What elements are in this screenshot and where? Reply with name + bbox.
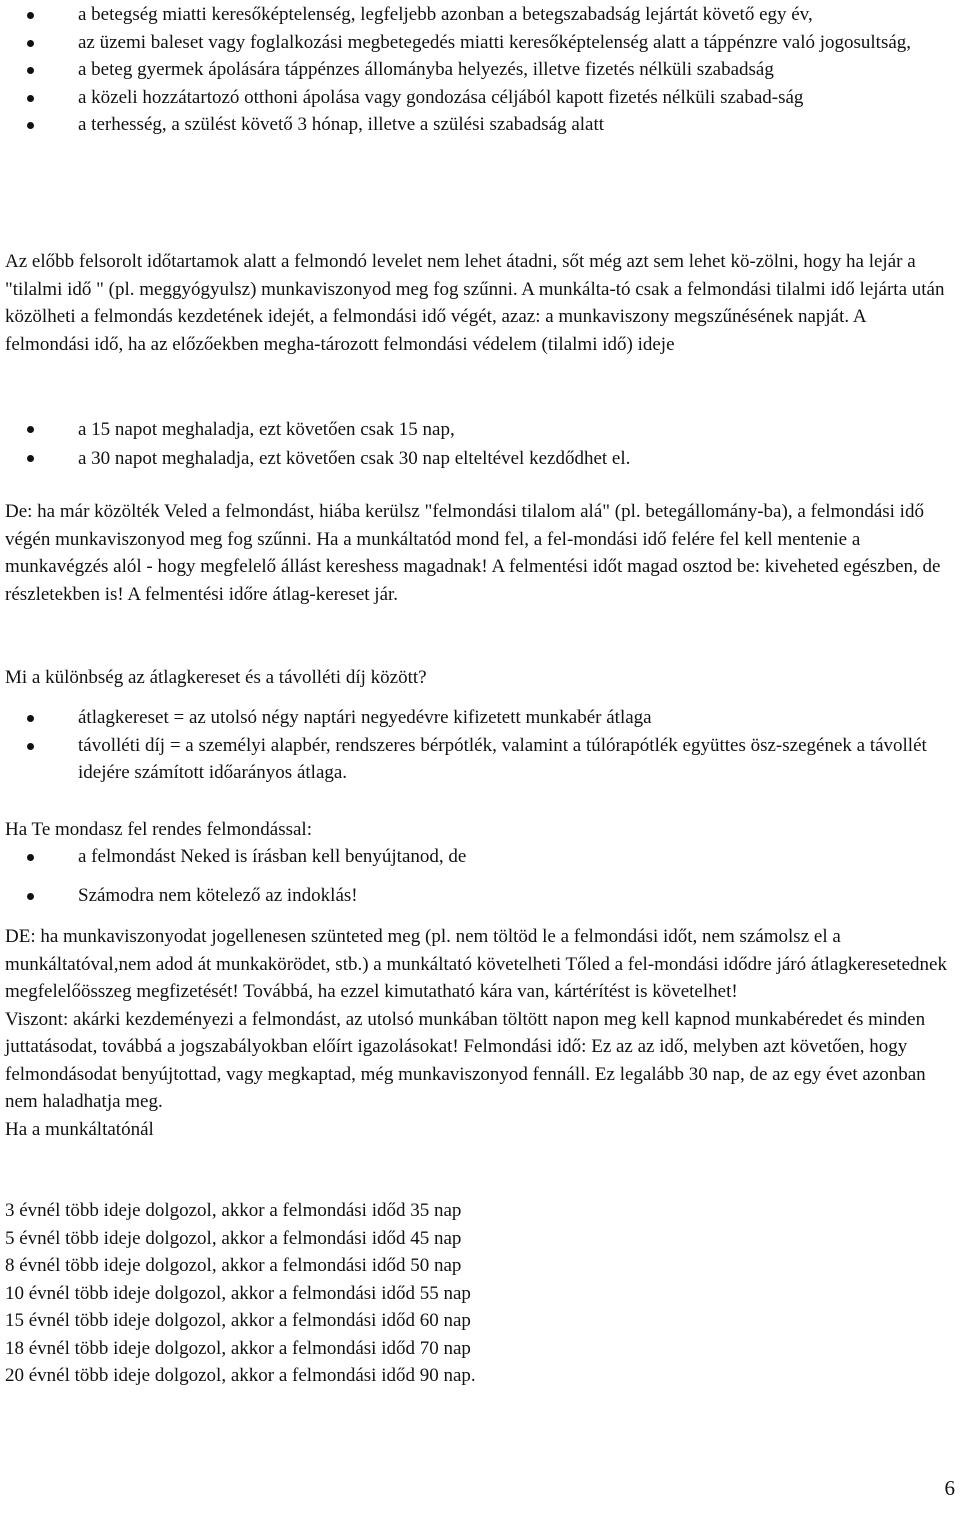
notice-period-line: 20 évnél több ideje dolgozol, akkor a felmondási időd 90 nap. xyxy=(5,1365,476,1386)
list-item: a felmondást Neked is írásban kell benyújtanod, de xyxy=(5,843,951,871)
paragraph-exemption: De: ha már közölték Veled a felmondást, hiába kerülsz "felmondási tilalom alá" (pl. betegállomány-ba), a felmondási idő végén munkaviszonyod meg fog szűnni. Ha a munkáltatód mond fel, a fel-mondási idő felére fel kell mentenie a munkavégzés alól - hogy megfelelő állást kereshess magadnak! A felmentési időt magad osztod be: kiveheted egészben, de részletekben is! A felmentési időre átlag-kereset jár. xyxy=(5,501,941,605)
notice-period-line: 15 évnél több ideje dolgozol, akkor a felmondási időd 60 nap xyxy=(5,1310,471,1331)
list-item: az üzemi baleset vagy foglalkozási megbetegedés miatti keresőképtelenség alatt a táppénzre való jogosultság, xyxy=(5,29,951,57)
list-item: a közeli hozzátartozó otthoni ápolása vagy gondozása céljából kapott fizetés nélküli szabad-ság xyxy=(5,84,951,112)
notice-start-list xyxy=(5,415,951,473)
list-item: a beteg gyermek ápolására táppénzes állományba helyezés, illetve fizetés nélküli szabadság xyxy=(5,56,951,84)
page-number: 6 xyxy=(944,1476,955,1500)
paragraph-prohibition: Az előbb felsorolt időtartamok alatt a felmondó levelet nem lehet átadni, sőt még azt sem lehet kö-zölni, hogy ha lejár a "tilalmi idő " (pl. meggyógyulsz) munkaviszonyod meg fog szűnni. A munkálta-tó csak a felmondási tilalmi idő lejárta után közölheti a felmondás kezdetének idejét, a felmondási idő végét, azaz: a munkaviszony megszűnésének napját. A felmondási idő, ha az előzőekben megha-tározott felmondási védelem (tilalmi idő) ideje xyxy=(5,251,945,355)
paragraph-unlawful: DE: ha munkaviszonyodat jogellenesen szünteted meg (pl. nem töltöd le a felmondási időt, nem számolsz el a munkáltatóval,nem adod át munkakörödet, stb.) a munkáltató követelheti Tőled a fel-mondási idődre járó átlagkeresetednek megfelelőösszeg megfizetését! Továbbá, ha ezzel kimutatható kára van, kártérítést is követelhet! xyxy=(5,926,947,1002)
paragraph-final-pay: Viszont: akárki kezdeményezi a felmondást, az utolsó munkában töltött napon meg kell kapnod munkabéredet és minden juttatásodat, továbbá a jogszabályokban előírt igazolásokat! Felmondási idő: Ez az az idő, melyben azt követően, hogy felmondásodat benyújtottad, vagy megkaptad, még munkaviszonyod fennáll. Ez legalább 30 nap, de az egy évet azonban nem haladhatja meg. xyxy=(5,1008,926,1112)
definitions-list xyxy=(5,704,951,787)
resignation-list xyxy=(5,843,951,871)
notice-period-line: 3 évnél több ideje dolgozol, akkor a felmondási időd 35 nap xyxy=(5,1200,462,1221)
list-item: a 30 napot meghaladja, ezt követően csak 30 nap elteltével kezdődhet el. xyxy=(5,444,951,473)
notice-period-line: 5 évnél több ideje dolgozol, akkor a felmondási időd 45 nap xyxy=(5,1227,462,1249)
protected-periods-list xyxy=(5,1,951,139)
resignation-list xyxy=(5,882,951,910)
unlawful-termination-block xyxy=(5,923,951,1143)
paragraph-employer-intro: Ha a munkáltatónál xyxy=(5,1118,154,1140)
notice-period-line: 18 évnél több ideje dolgozol, akkor a felmondási időd 70 nap xyxy=(5,1337,471,1359)
list-item: átlagkereset = az utolsó négy naptári negyedévre kifizetett munkabér átlaga xyxy=(5,704,951,732)
list-item: távolléti díj = a személyi alapbér, rendszeres bérpótlék, valamint a túlórapótlék együttes ösz-szegének a távollét idejére számított időarányos átlaga. xyxy=(5,732,951,787)
notice-period-line: 8 évnél több ideje dolgozol, akkor a felmondási időd 50 nap xyxy=(5,1255,462,1276)
list-item: Számodra nem kötelező az indoklás! xyxy=(5,882,951,910)
notice-period-table xyxy=(5,1197,951,1390)
list-item: a 15 napot meghaladja, ezt követően csak 15 nap, xyxy=(5,415,951,444)
notice-period-line: 10 évnél több ideje dolgozol, akkor a felmondási időd 55 nap xyxy=(5,1282,471,1304)
question-heading: Mi a különbség az átlagkereset és a távolléti díj között? xyxy=(5,667,427,688)
list-item: a terhesség, a szülést követő 3 hónap, illetve a szülési szabadság alatt xyxy=(5,111,951,139)
list-item: a betegség miatti keresőképtelenség, legfeljebb azonban a betegszabadság lejártát követő egy év, xyxy=(5,1,951,29)
resignation-heading: Ha Te mondasz fel rendes felmondással: xyxy=(5,819,312,840)
